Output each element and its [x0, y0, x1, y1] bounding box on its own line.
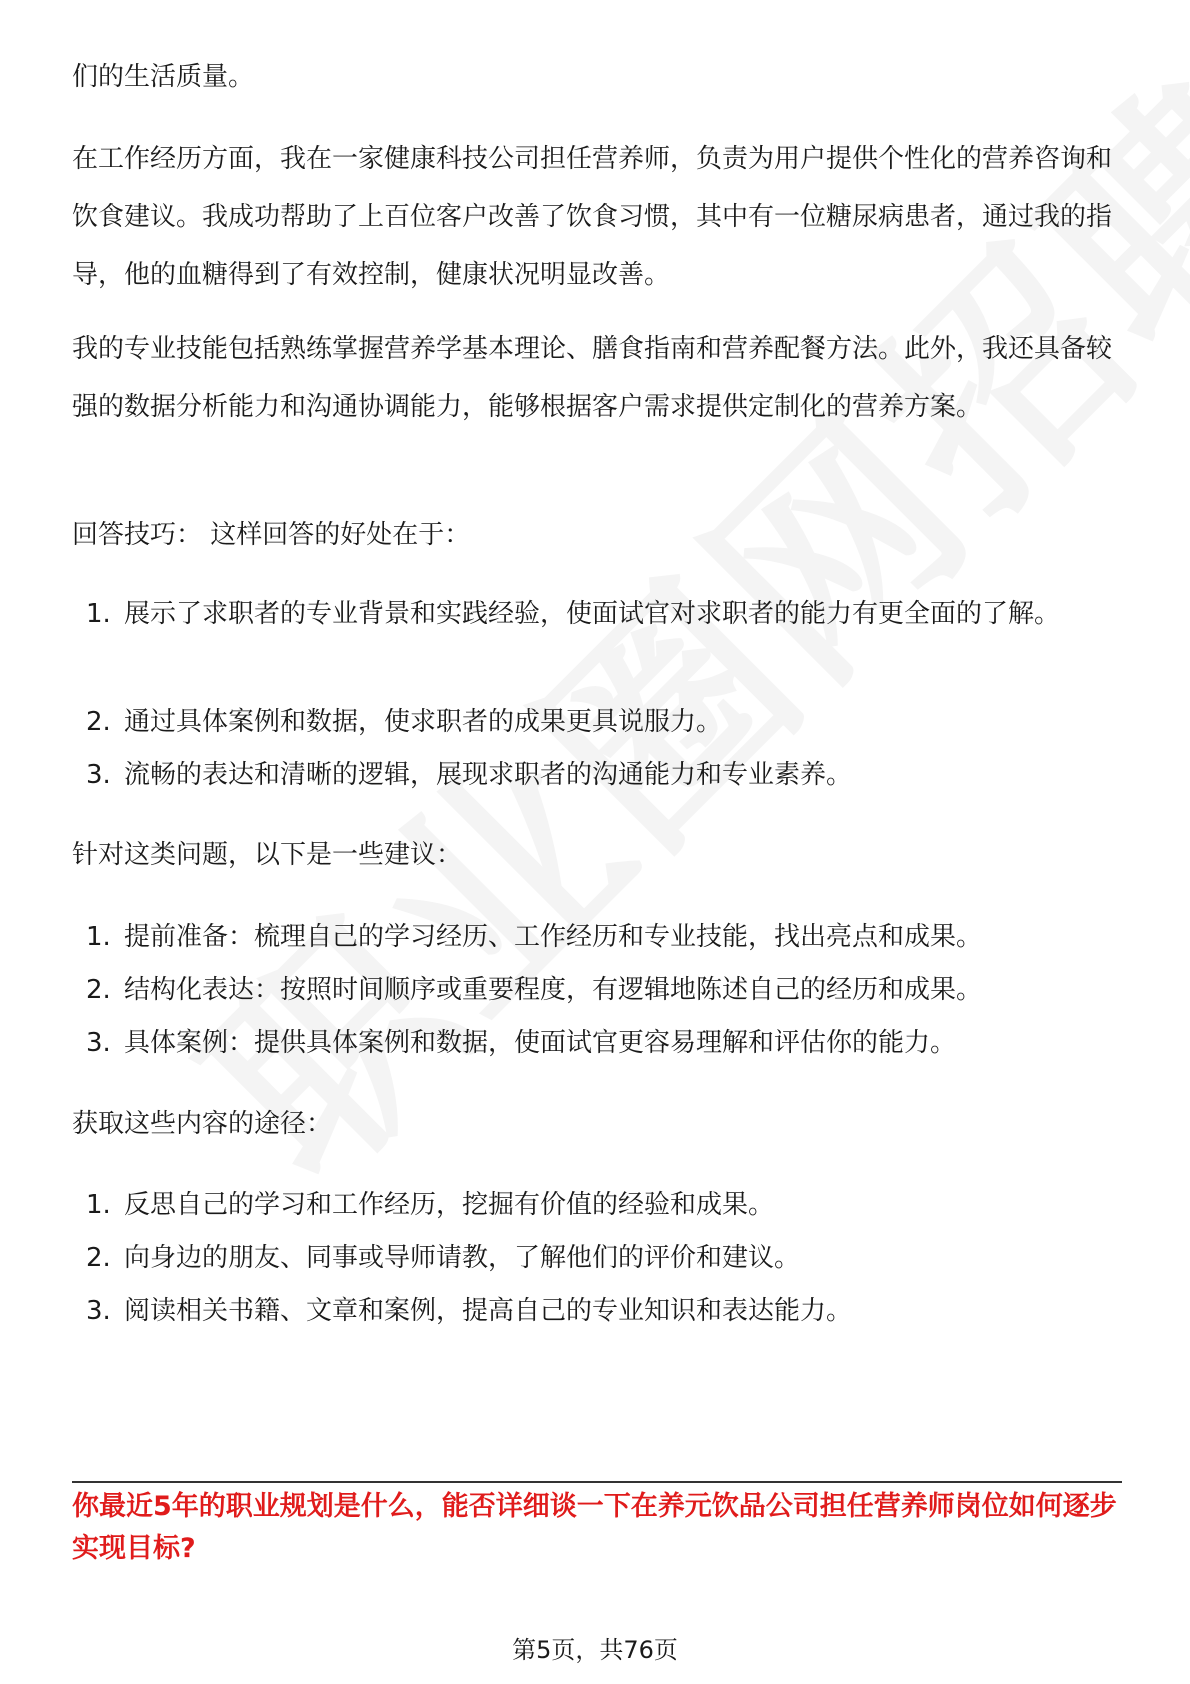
list-item [72, 585, 1122, 643]
advice-heading: 针对这类问题，以下是一些建议： [72, 840, 463, 870]
list-text: 向身边的朋友、同事或导师请教，了解他们的评价和建议。 [124, 1243, 801, 1273]
list-text: 提前准备：梳理自己的学习经历、工作经历和专业技能，找出亮点和成果。 [124, 922, 983, 952]
list-number: 1. [86, 922, 111, 952]
section-divider [72, 1481, 1122, 1483]
list-text: 结构化表达：按照时间顺序或重要程度，有逻辑地陈述自己的经历和成果。 [124, 975, 983, 1005]
list-number: 3. [86, 1028, 111, 1058]
list-item [72, 1229, 1122, 1287]
list-number: 3. [86, 760, 111, 790]
list-number: 2. [86, 707, 111, 737]
list-item [72, 1176, 1122, 1234]
list-number: 2. [86, 1243, 111, 1273]
paragraph-skills: 我的专业技能包括熟练掌握营养学基本理论、膳食指南和营养配餐方法。此外，我还具备较强的数据分析能力和沟通协调能力，能够根据客户需求提供定制化的营养方案。 [72, 334, 1113, 422]
list-number: 1. [86, 599, 111, 629]
next-question-heading: 你最近5年的职业规划是什么，能否详细谈一下在养元饮品公司担任营养师岗位如何逐步实现目标? [72, 1491, 1117, 1564]
ways-heading: 获取这些内容的途径： [72, 1109, 333, 1139]
list-number: 3. [86, 1296, 111, 1326]
list-text: 阅读相关书籍、文章和案例，提高自己的专业知识和表达能力。 [124, 1296, 853, 1326]
list-text: 流畅的表达和清晰的逻辑，展现求职者的沟通能力和专业素养。 [124, 760, 853, 790]
list-item [72, 746, 1122, 804]
list-number: 1. [86, 1190, 111, 1220]
paragraph-continuation: 们的生活质量。 [72, 62, 255, 92]
list-text: 反思自己的学习和工作经历，挖掘有价值的经验和成果。 [124, 1190, 775, 1220]
page-number: 第5页，共76页 [512, 1636, 678, 1664]
list-item [72, 1014, 1122, 1072]
list-text: 具体案例：提供具体案例和数据，使面试官更容易理解和评估你的能力。 [124, 1028, 957, 1058]
list-text: 通过具体案例和数据，使求职者的成果更具说服力。 [124, 707, 723, 737]
paragraph-work-experience: 在工作经历方面，我在一家健康科技公司担任营养师，负责为用户提供个性化的营养咨询和饮食建议。我成功帮助了上百位客户改善了饮食习惯，其中有一位糖尿病患者，通过我的指导，他的血糖得到了有效控制，健康状况明显改善。 [72, 144, 1113, 290]
list-item [72, 961, 1122, 1019]
list-number: 2. [86, 975, 111, 1005]
list-item [72, 1282, 1122, 1340]
list-item [72, 908, 1122, 966]
list-text: 展示了求职者的专业背景和实践经验，使面试官对求职者的能力有更全面的了解。 [124, 599, 1061, 629]
tips-heading: 回答技巧： 这样回答的好处在于： [72, 520, 471, 550]
list-item [72, 693, 1122, 751]
